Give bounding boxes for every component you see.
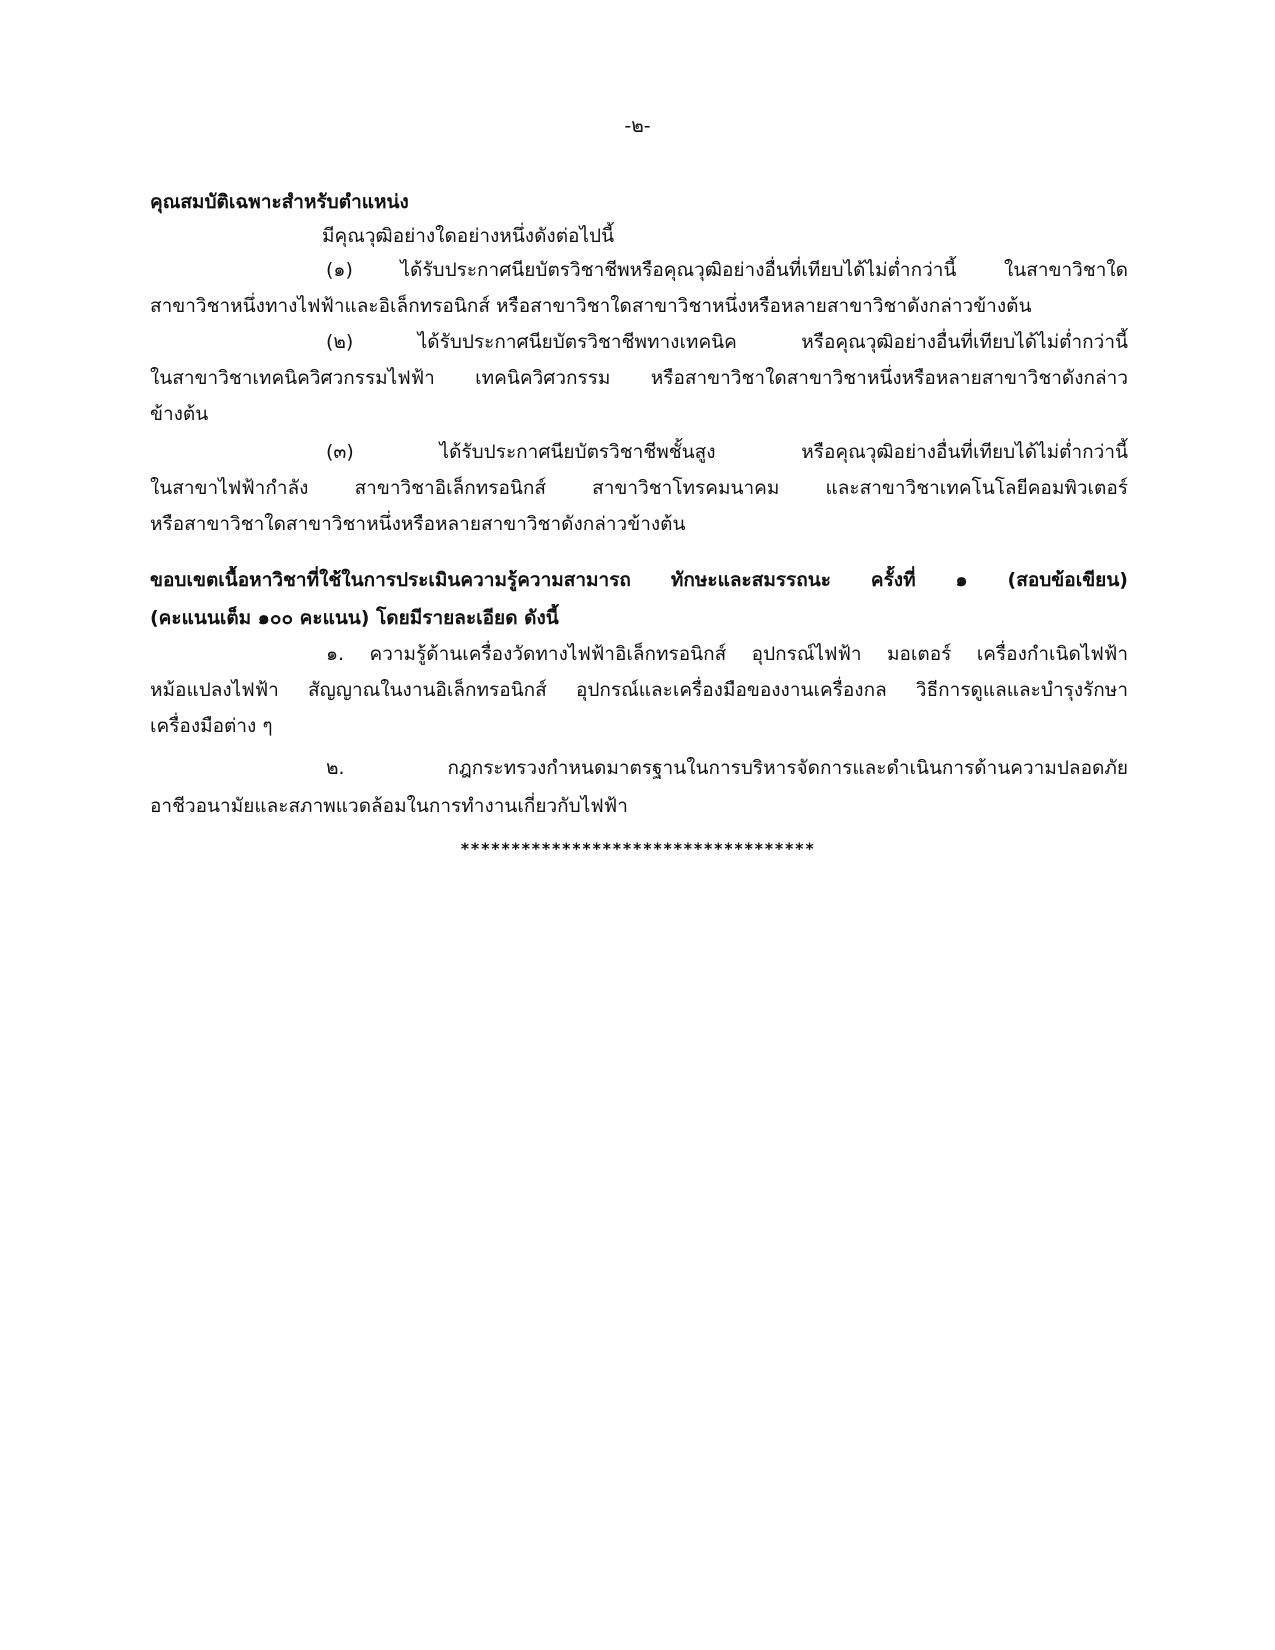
qualification-item-3-line-3: หรือสาขาวิชาใดสาขาวิชาหนึ่งหรือหลายสาขาวิชาดังกล่าวข้างต้น (150, 513, 686, 535)
scope-item-1-line-1: ๑. ความรู้ด้านเครื่องวัดทางไฟฟ้าอิเล็กทรอนิกส์ อุปกรณ์ไฟฟ้า มอเตอร์ เครื่องกำเนิดไฟฟ้า (326, 643, 1128, 665)
qualification-item-3-line-2: ในสาขาไฟฟ้ากำลัง สาขาวิชาอิเล็กทรอนิกส์ สาขาวิชาโทรคมนาคม และสาขาวิชาเทคโนโลยีคอมพิวเตอร์ (150, 477, 1128, 499)
end-marker: *********************************** (460, 839, 815, 858)
qualifications-heading: คุณสมบัติเฉพาะสำหรับตำแหน่ง (150, 191, 409, 213)
qualification-item-2-line-2: ในสาขาวิชาเทคนิควิศวกรรมไฟฟ้า เทคนิควิศวกรรม หรือสาขาวิชาใดสาขาวิชาหนึ่งหรือหลายสาขาวิชาดังกล่าว (150, 367, 1128, 389)
scope-item-2-line-2: อาชีวอนามัยและสภาพแวดล้อมในการทำงานเกี่ยวกับไฟฟ้า (150, 795, 628, 817)
qualification-item-2-line-3: ข้างต้น (150, 403, 209, 425)
page-number: -๒- (624, 115, 651, 137)
scope-heading-line-2: (คะแนนเต็ม ๑๐๐ คะแนน) โดยมีรายละเอียด ดังนี้ (150, 607, 559, 629)
scope-item-1-line-3: เครื่องมือต่าง ๆ (150, 715, 273, 737)
scope-item-2-line-1: ๒. กฎกระทรวงกำหนดมาตรฐานในการบริหารจัดการและดำเนินการด้านความปลอดภัย (326, 757, 1128, 779)
qualification-item-3-line-1: (๓) ได้รับประกาศนียบัตรวิชาชีพชั้นสูง หรือคุณวุฒิอย่างอื่นที่เทียบได้ไม่ต่ำกว่านี้ (326, 441, 1128, 463)
scope-heading-line-1: ขอบเขตเนื้อหาวิชาที่ใช้ในการประเมินความรู้ความสามารถ ทักษะและสมรรถนะ ครั้งที่ ๑ (สอบข้อเขียน) (150, 569, 1128, 591)
qualification-item-2-line-1: (๒) ได้รับประกาศนียบัตรวิชาชีพทางเทคนิค หรือคุณวุฒิอย่างอื่นที่เทียบได้ไม่ต่ำกว่านี้ (326, 331, 1128, 353)
qualification-item-1-line-2: สาขาวิชาหนึ่งทางไฟฟ้าและอิเล็กทรอนิกส์ หรือสาขาวิชาใดสาขาวิชาหนึ่งหรือหลายสาขาวิชาดังกล่าวข้างต้น (150, 295, 1032, 317)
scope-item-1-line-2: หม้อแปลงไฟฟ้า สัญญาณในงานอิเล็กทรอนิกส์ อุปกรณ์และเครื่องมือของงานเครื่องกล วิธีการดูแลและบำรุงรักษา (150, 679, 1128, 701)
qualifications-intro: มีคุณวุฒิอย่างใดอย่างหนึ่งดังต่อไปนี้ (322, 225, 615, 247)
qualification-item-1-line-1: (๑) ได้รับประกาศนียบัตรวิชาชีพหรือคุณวุฒิอย่างอื่นที่เทียบได้ไม่ต่ำกว่านี้ ในสาขาวิชาใด (326, 259, 1128, 281)
